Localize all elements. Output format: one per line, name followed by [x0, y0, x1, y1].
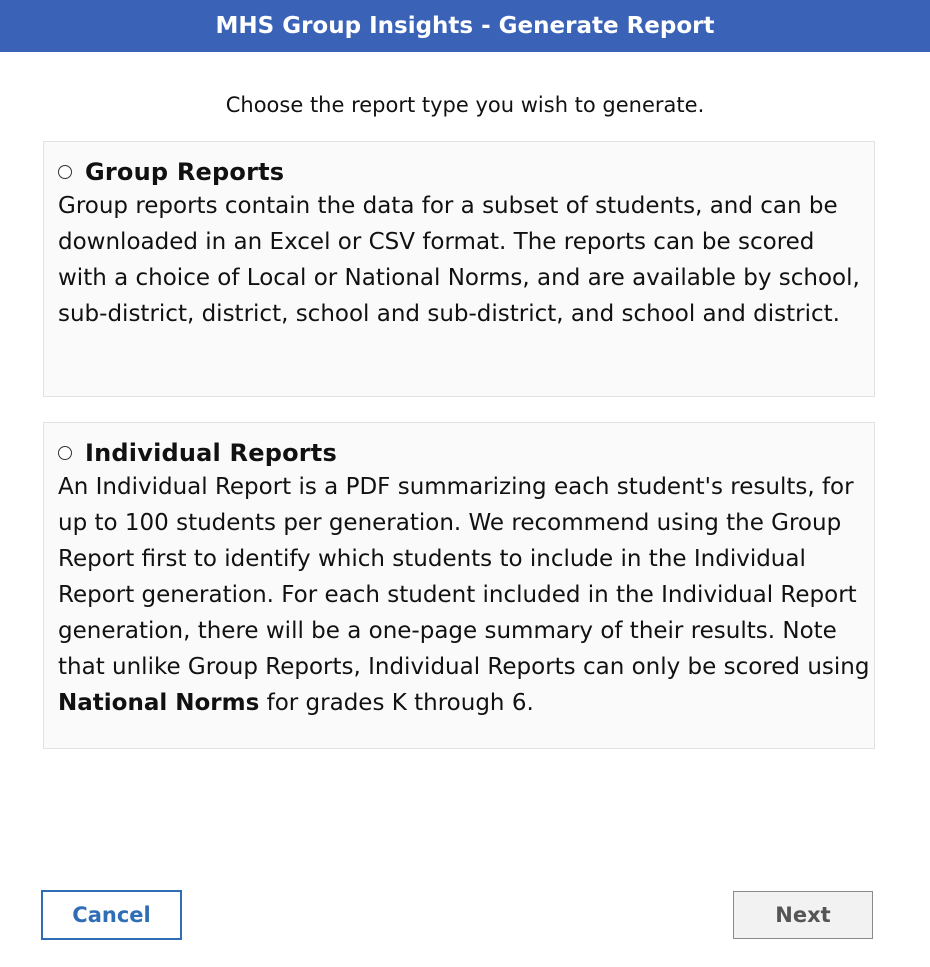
group-reports-description: Group reports contain the data for a subset of students, and can be downloaded in an Excel or CSV format. The reports can be scored with a choice of Local or National Norms, and are available by school, sub-district, district, school and sub-district, and school and district.: [58, 193, 860, 327]
window-titlebar: [0, 0, 930, 52]
group-reports-header[interactable]: [58, 156, 874, 188]
individual-desc-part2: for grades K through 6.: [259, 690, 534, 716]
individual-desc-part1: An Individual Report is a PDF summarizing each student's results, for up to 100 students per generation. We recommend using the Group Report first to identify which students to include in the Individual Report generation. For each student included in the Individual Report generation, there will be a one-page summary of their results. Note that unlike Group Reports, Individual Reports can only be scored using: [58, 474, 870, 680]
national-norms-emphasis: National Norms: [58, 690, 260, 716]
group-reports-radio[interactable]: [58, 165, 72, 179]
cancel-button[interactable]: Cancel: [41, 890, 182, 940]
instruction-text: Choose the report type you wish to generate.: [225, 93, 705, 117]
individual-reports-header[interactable]: [58, 437, 874, 469]
next-button[interactable]: Next: [733, 891, 873, 939]
window-title: MHS Group Insights - Generate Report: [215, 13, 715, 39]
individual-reports-radio[interactable]: [58, 446, 72, 460]
individual-reports-option[interactable]: [43, 422, 875, 749]
individual-reports-description: [58, 469, 870, 721]
individual-reports-title[interactable]: Individual Reports: [85, 439, 337, 467]
group-reports-title[interactable]: Group Reports: [85, 158, 285, 186]
group-reports-option[interactable]: [43, 141, 875, 397]
